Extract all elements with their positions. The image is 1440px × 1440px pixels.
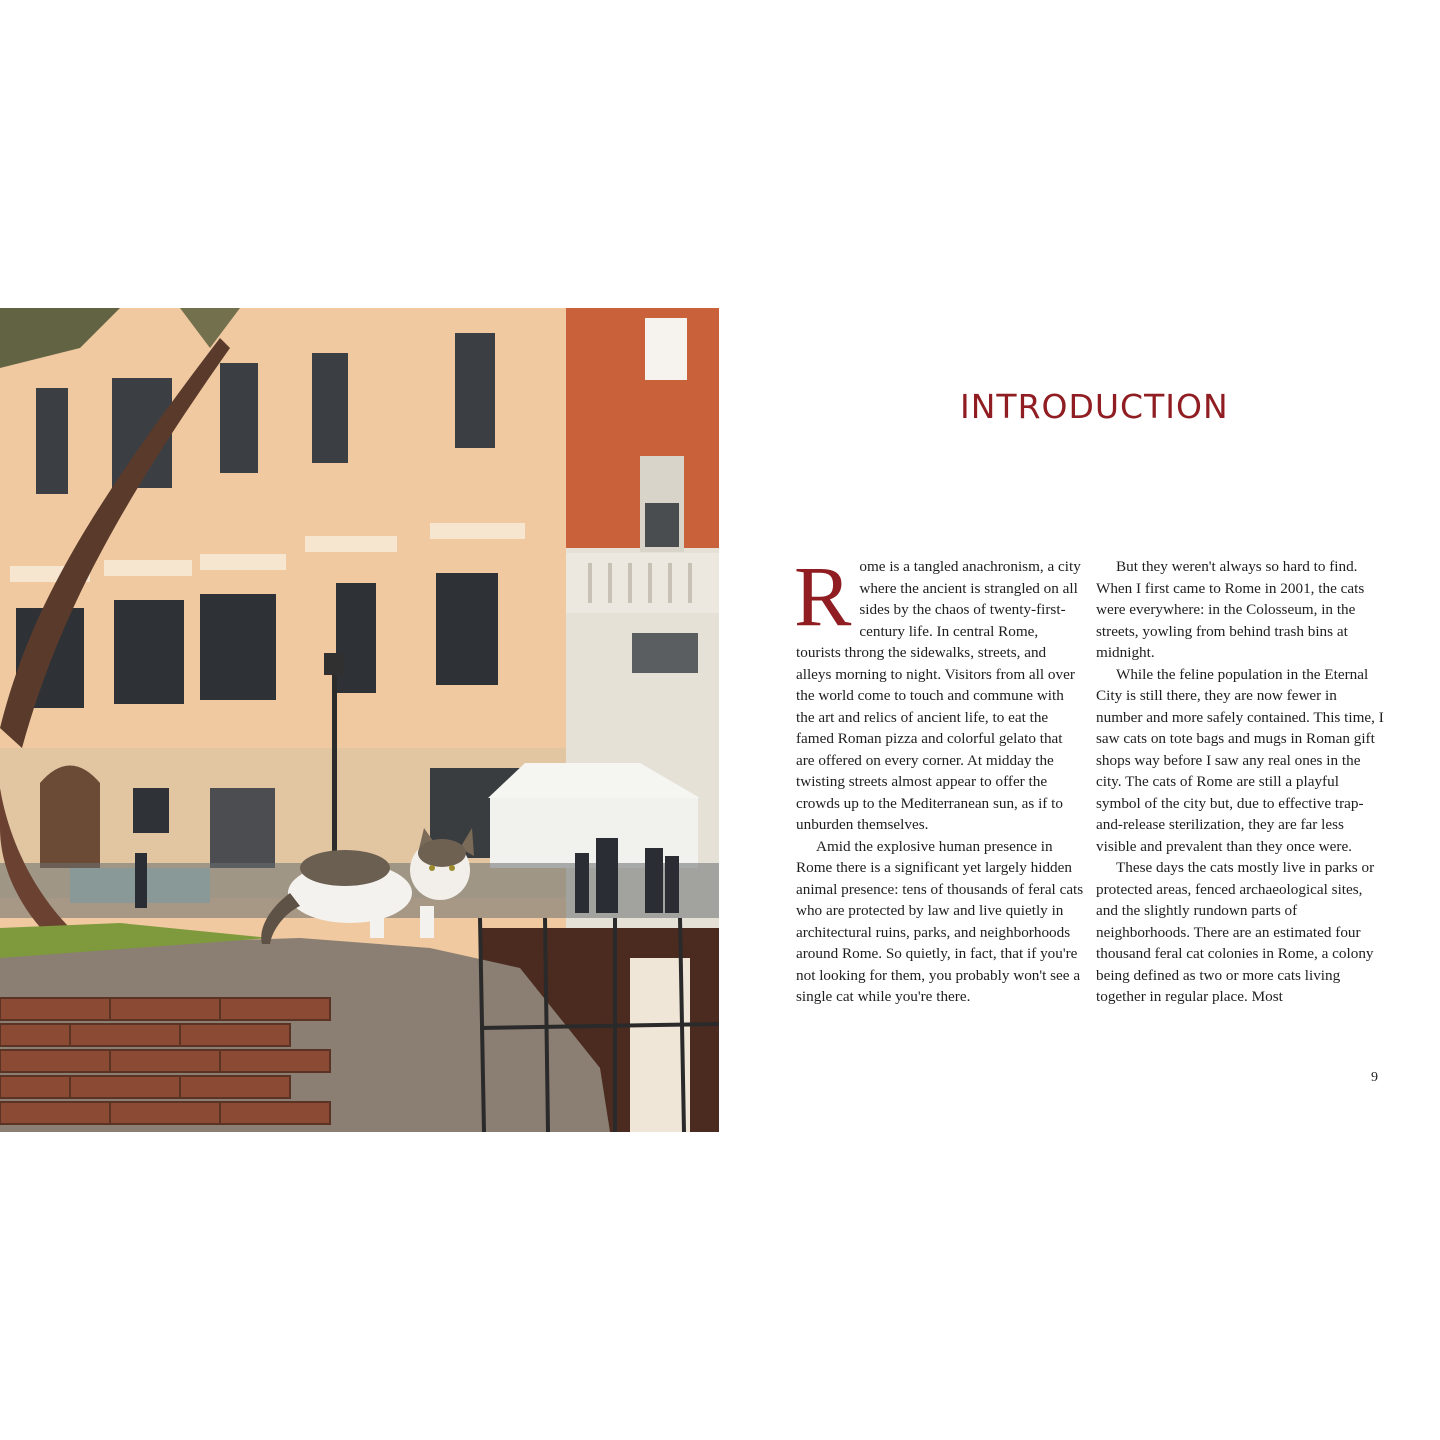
paragraph-4: While the feline population in the Eternal City is still there, they are now fewer in number and more safely contained. This time, I saw cats on tote bags and mugs in Roman gift shops way before I saw any real ones in the city. The cats of Rome are still a playful symbol of the city but, due to effective trap-and-release sterilization, they are far less visible and prevalent than they once were. (1096, 665, 1384, 855)
page-number: 9 (1371, 1070, 1378, 1085)
drop-cap: R (794, 548, 852, 644)
chapter-title: INTRODUCTION (960, 387, 1229, 426)
text-column-left (794, 548, 1084, 1008)
text-column-right (1096, 556, 1384, 1008)
paragraph-1 (794, 548, 1084, 836)
brick-window (645, 318, 687, 380)
rome-cat-photo (0, 308, 719, 1132)
brick-rows (0, 998, 330, 1124)
paragraph-2: Amid the explosive human presence in Rome there is a significant yet largely hidden animal presence: tens of thousands of feral cats who are protected by law and live quietly in architectural ruins, parks, and neighborhoods around Rome. So quietly, in fact, that if you're not looking for them, you probably won't see a single cat while you're there. (796, 837, 1084, 1005)
paragraph-1-text: ome is a tangled anachronism, a city where the ancient is strangled on all sides by the chaos of twenty-first-century life. In central Rome, tourists throng the sidewalks, streets, and alleys morning to night. Visitors from all over the world come to touch and commune with the art and relics of ancient life, to eat the famed Roman pizza and colorful gelato that are offered on every corner. At midday the twisting streets almost appear to offer the crowds up to the Mediterranean sun, as if to unburden themselves. (796, 558, 1081, 833)
paragraph-5: These days the cats mostly live in parks or protected areas, fenced archaeological sites, and the slightly rundown parts of neighborhoods. There are an estimated four thousand feral cat colonies in Rome, a colony being defined as two or more cats living together in regular place. Most (1096, 859, 1375, 1005)
paragraph-3: But they weren't always so hard to find. When I first came to Rome in 2001, the cats were everywhere: in the Colosseum, in the streets, yowling from behind trash bins at midnight. (1096, 558, 1365, 661)
